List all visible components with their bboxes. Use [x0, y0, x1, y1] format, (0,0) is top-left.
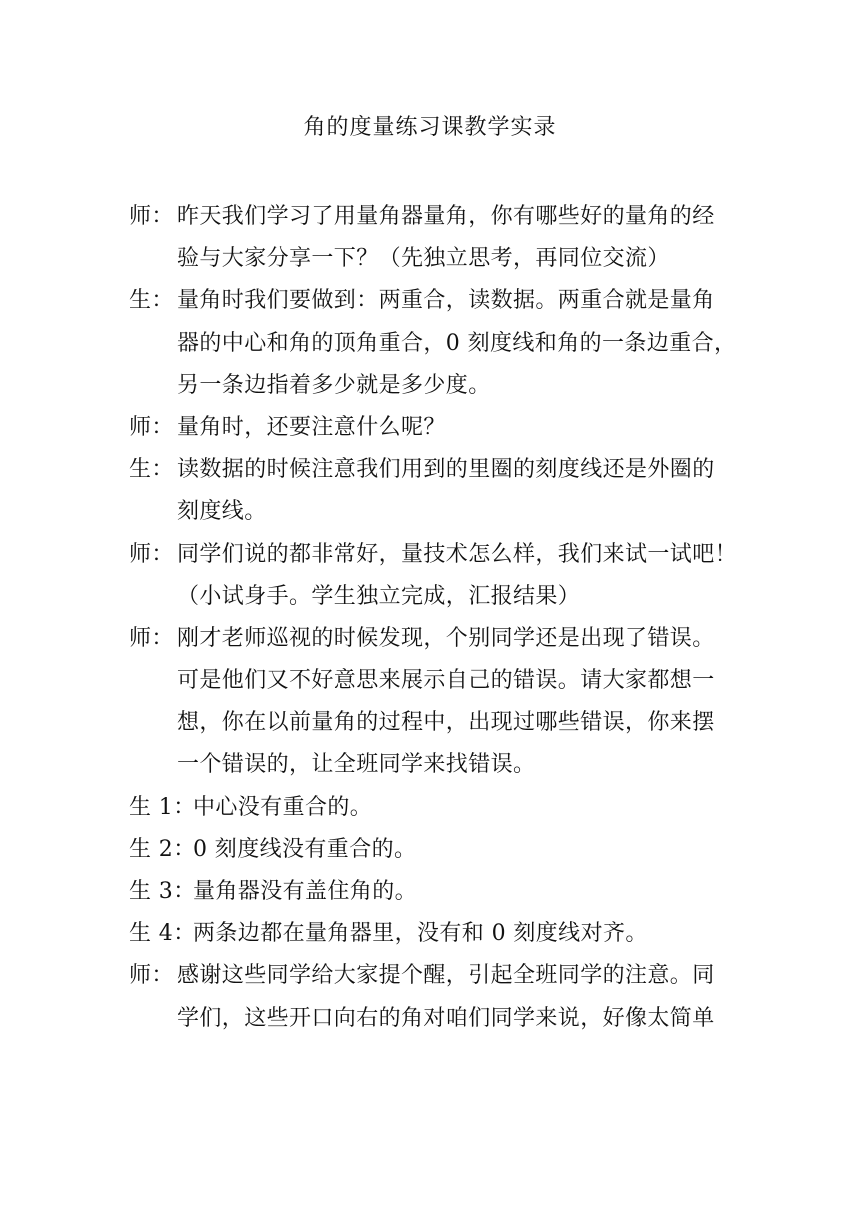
paragraph-line: 刚才老师巡视的时候发现，个别同学还是出现了错误。 [177, 625, 715, 651]
paragraph-line: 另一条边指着多少就是多少度。 [177, 372, 491, 398]
paragraph-line: 同学们说的都非常好，量技术怎么样，我们来试一试吧！ [177, 541, 738, 567]
dialogue-paragraph [129, 916, 735, 952]
dialogue-paragraph [129, 621, 735, 784]
paragraph-line: 两条边都在量角器里，没有和 0 刻度线对齐。 [193, 921, 648, 947]
paragraph-line: 0 刻度线没有重合的。 [193, 836, 417, 862]
paragraph-line: 昨天我们学习了用量角器量角，你有哪些好的量角的经 [177, 204, 715, 229]
paragraph-line: （小试身手。学生独立完成，汇报结果） [177, 583, 581, 609]
speaker-label: 师： [129, 625, 174, 651]
speaker-label: 生： [129, 288, 174, 314]
paragraph-line: 读数据的时候注意我们用到的里圈的刻度线还是外圈的 [177, 457, 715, 483]
speaker-label: 生 3： [129, 879, 196, 904]
speaker-label: 师： [129, 414, 174, 440]
speaker-label: 师： [129, 541, 174, 567]
paragraph-line: 学们，这些开口向右的角对咱们同学来说，好像太简单 [177, 1005, 715, 1031]
paragraph-line: 量角时，还要注意什么呢？ [177, 414, 446, 440]
speaker-label: 生 2： [129, 836, 196, 862]
paragraph-line: 刻度线。 [177, 499, 267, 525]
paragraph-line: 想，你在以前量角的过程中，出现过哪些错误，你来摆 [177, 710, 715, 736]
dialogue-paragraph [129, 410, 735, 446]
paragraph-line: 验与大家分享一下？（先独立思考，再同位交流） [177, 246, 670, 272]
dialogue-paragraph [129, 199, 735, 277]
dialogue-paragraph [129, 958, 735, 1036]
speaker-label: 师： [129, 204, 174, 229]
dialogue-paragraph [129, 452, 735, 530]
paragraph-line: 量角器没有盖住角的。 [193, 879, 418, 904]
paragraph-line: 可是他们又不好意思来展示自己的错误。请大家都想一 [177, 668, 715, 694]
paragraph-line: 一个错误的，让全班同学来找错误。 [177, 752, 536, 778]
paragraph-line: 感谢这些同学给大家提个醒，引起全班同学的注意。同 [177, 963, 715, 989]
dialogue-paragraph [129, 283, 735, 403]
document-title: 角的度量练习课教学实录 [303, 115, 557, 140]
speaker-label: 生 4： [129, 921, 196, 947]
dialogue-paragraph [129, 790, 735, 826]
speaker-label: 师： [129, 963, 174, 989]
speaker-label: 生： [129, 457, 174, 483]
document-body [129, 199, 738, 1043]
dialogue-paragraph [129, 874, 735, 910]
paragraph-line: 中心没有重合的。 [193, 794, 373, 820]
dialogue-paragraph [129, 537, 738, 615]
speaker-label: 生 1： [129, 794, 196, 820]
paragraph-line: 量角时我们要做到：两重合，读数据。两重合就是量角 [177, 288, 715, 314]
dialogue-paragraph [129, 832, 735, 868]
paragraph-line: 器的中心和角的顶角重合，0 刻度线和角的一条边重合， [177, 330, 737, 356]
